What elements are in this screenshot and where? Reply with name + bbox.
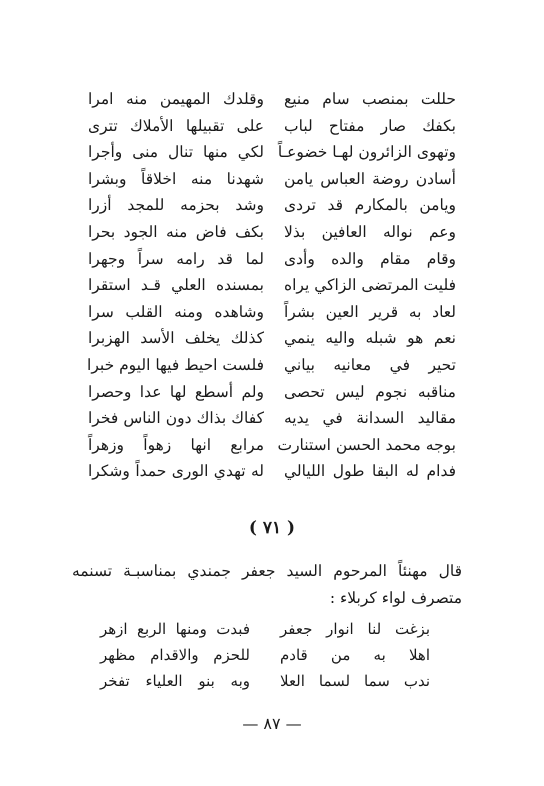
second-hemistich: للحزم والاقدام مظهر (100, 646, 250, 664)
poem-verses (88, 86, 456, 485)
second-hemistich: شهدنا منه اخلاقاً وبشرا (88, 169, 264, 188)
verse-line (88, 352, 456, 379)
verse-line (88, 219, 456, 246)
verse-line (88, 166, 456, 193)
first-hemistich: لعاد به قرير العين بشراً (284, 302, 456, 321)
section-number: ( ٧١ ) (248, 518, 296, 538)
intro-paragraph: قال مهنئاً المرحوم السيد جعفر جمندي بمناسبـة تسنمه متصرف لواء كربلاء : (72, 562, 462, 607)
first-hemistich: فدام له البقا طول الليالي (284, 462, 456, 481)
verse-line (88, 405, 456, 432)
second-hemistich: له تهدي الورى حمداً وشكرا (88, 462, 264, 481)
first-hemistich: بكفك صار مفتاح لباب (284, 116, 456, 135)
first-hemistich: نعم هو شبله واليه ينمي (284, 329, 456, 348)
second-hemistich: كفاك بذاك دون الناس فخرا (88, 409, 264, 428)
second-hemistich: وشاهده ومنه القلب سرا (88, 302, 264, 321)
verse-line (88, 192, 456, 219)
verse-line (100, 642, 430, 668)
verse-line (88, 272, 456, 299)
verse-line (88, 432, 456, 459)
verse-line (88, 139, 456, 166)
second-hemistich: لكي منها تنال منى وأجرا (88, 143, 264, 162)
first-hemistich: تحير في معانيه بياني (284, 355, 456, 374)
verse-line (88, 379, 456, 406)
second-poem-verses (100, 616, 430, 694)
page-number: — ٨٧ — (242, 714, 302, 733)
verse-line (88, 86, 456, 113)
first-hemistich: وتهوى الزائرون لهـا خضوعـاً (277, 143, 456, 162)
second-hemistich: مرابع انها زهواً وزهراً (88, 435, 264, 454)
verse-line (88, 246, 456, 273)
second-hemistich: فلست احيط فيها اليوم خبرا (87, 355, 264, 374)
first-hemistich: مناقبه نجوم ليس تحصى (284, 382, 456, 401)
first-hemistich: ويامن بالمكارم قد تردى (284, 196, 456, 215)
second-hemistich: على تقبيلها الأملاك تترى (88, 116, 264, 135)
verse-line (100, 616, 430, 642)
second-hemistich: بمسنده العلي قـد استقرا (88, 276, 264, 295)
second-hemistich: ولم أسطع لها عدا وحصرا (88, 382, 264, 401)
first-hemistich: وقام مقام والده وأدى (284, 249, 456, 268)
second-hemistich: بكف فاض منه الجود بحرا (88, 222, 264, 241)
first-hemistich: بوجه محمد الحسن استنارت (277, 435, 456, 454)
verse-line (88, 299, 456, 326)
first-hemistich: وعم نواله العافين بذلا (284, 222, 456, 241)
first-hemistich: حللت بمنصب سام منيع (284, 90, 456, 108)
first-hemistich: مقاليد السدانة في يديه (284, 409, 456, 428)
first-hemistich: اهلا به من قادم (280, 646, 430, 664)
verse-line (88, 113, 456, 140)
first-hemistich: أسادن روضة العباس يامن (284, 169, 456, 188)
second-hemistich: لما قد رامه سراً وجهرا (88, 249, 264, 268)
second-hemistich: فبدت ومنها الربع ازهر (100, 620, 250, 638)
first-hemistich: بزغت لنا انوار جعفر (280, 620, 430, 638)
verse-line (100, 668, 430, 694)
second-hemistich: وبه بنو العلياء تفخر (100, 672, 250, 690)
first-hemistich: ندب سما لسما العلا (280, 672, 430, 690)
first-hemistich: فليت المرتضى الزاكي يراه (284, 276, 456, 295)
second-hemistich: وقلدك المهيمن منه امرا (88, 90, 264, 108)
verse-line (88, 458, 456, 485)
second-hemistich: كذلك يخلف الأسد الهزبرا (88, 329, 264, 348)
verse-line (88, 325, 456, 352)
second-hemistich: وشد بحزمه للمجد أزرا (88, 196, 264, 215)
